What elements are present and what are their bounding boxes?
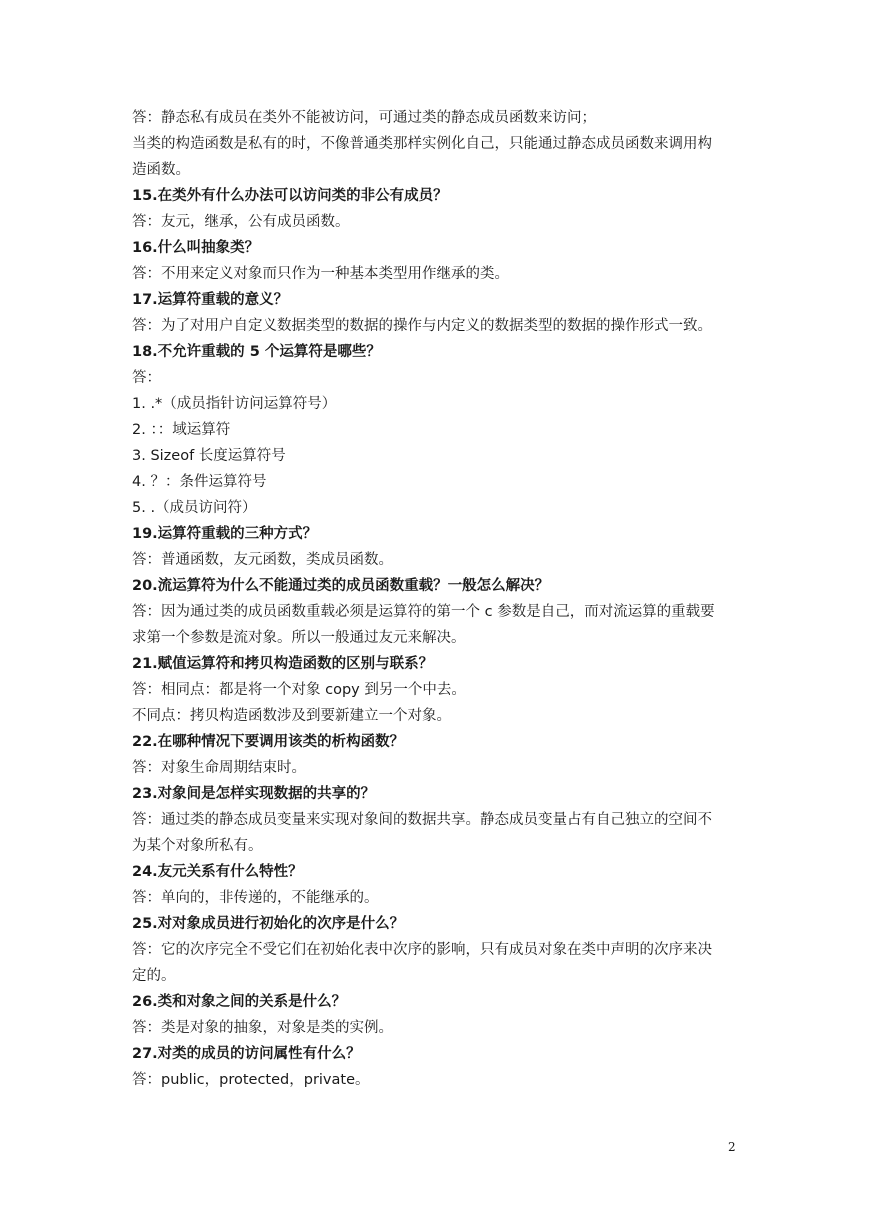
- question-heading: 17.运算符重载的意义？: [132, 292, 289, 308]
- answer-text: 答：通过类的静态成员变量来实现对象间的数据共享。静态成员变量占有自己独立的空间不: [132, 812, 712, 828]
- answer-text: 当类的构造函数是私有的时，不像普通类那样实例化自己，只能通过静态成员函数来调用构: [132, 136, 712, 152]
- question-heading: 27.对类的成员的访问属性有什么？: [132, 1046, 361, 1062]
- answer-text: 4. ？：条件运算符号: [132, 474, 267, 490]
- answer-text: 答：静态私有成员在类外不能被访问，可通过类的静态成员函数来访问；: [132, 110, 596, 126]
- answer-text: 答：为了对用户自定义数据类型的数据的操作与内定义的数据类型的数据的操作形式一致。: [132, 318, 712, 334]
- answer-text: 答：友元，继承，公有成员函数。: [132, 214, 350, 230]
- answer-text: 答：类是对象的抽象，对象是类的实例。: [132, 1020, 393, 1036]
- answer-text: 为某个对象所私有。: [132, 838, 263, 854]
- question-heading: 25.对对象成员进行初始化的次序是什么？: [132, 916, 405, 932]
- page-content: [132, 105, 744, 1093]
- answer-text: 5. .（成员访问符）: [132, 500, 257, 516]
- question-heading: 18.不允许重载的 5 个运算符是哪些？: [132, 344, 381, 360]
- question-heading: 19.运算符重载的三种方式？: [132, 526, 318, 542]
- answer-text: 答：它的次序完全不受它们在初始化表中次序的影响，只有成员对象在类中声明的次序来决: [132, 942, 712, 958]
- question-heading: 15.在类外有什么办法可以访问类的非公有成员？: [132, 188, 448, 204]
- answer-text: 造函数。: [132, 162, 190, 178]
- question-heading: 24.友元关系有什么特性？: [132, 864, 303, 880]
- answer-text: 2. ：：域运算符: [132, 422, 231, 438]
- answer-text: 答：不用来定义对象而只作为一种基本类型用作继承的类。: [132, 266, 509, 282]
- question-heading: 21.赋值运算符和拷贝构造函数的区别与联系？: [132, 656, 434, 672]
- answer-text: 答：普通函数，友元函数，类成员函数。: [132, 552, 393, 568]
- question-heading: 20.流运算符为什么不能通过类的成员函数重载？一般怎么解决？: [132, 578, 550, 594]
- question-heading: 22.在哪种情况下要调用该类的析构函数？: [132, 734, 405, 750]
- answer-text: 答：因为通过类的成员函数重载必须是运算符的第一个 c 参数是自己，而对流运算的重载要: [132, 604, 715, 620]
- answer-text: 定的。: [132, 968, 176, 984]
- answer-text: 求第一个参数是流对象。所以一般通过友元来解决。: [132, 630, 466, 646]
- answer-text: 不同点：拷贝构造函数涉及到要新建立一个对象。: [132, 708, 451, 724]
- answer-text: 答：public，protected，private。: [132, 1072, 370, 1088]
- page-number: 2: [728, 1140, 736, 1154]
- answer-text: 1. .*（成员指针访问运算符号）: [132, 396, 337, 412]
- answer-text: 3. Sizeof 长度运算符号: [132, 448, 286, 464]
- question-heading: 26.类和对象之间的关系是什么？: [132, 994, 347, 1010]
- answer-text: 答：单向的，非传递的，不能继承的。: [132, 890, 379, 906]
- question-heading: 16.什么叫抽象类？: [132, 240, 260, 256]
- answer-text: 答：: [132, 370, 161, 386]
- question-heading: 23.对象间是怎样实现数据的共享的？: [132, 786, 376, 802]
- answer-text: 答：对象生命周期结束时。: [132, 760, 306, 776]
- answer-text: 答：相同点：都是将一个对象 copy 到另一个中去。: [132, 682, 466, 698]
